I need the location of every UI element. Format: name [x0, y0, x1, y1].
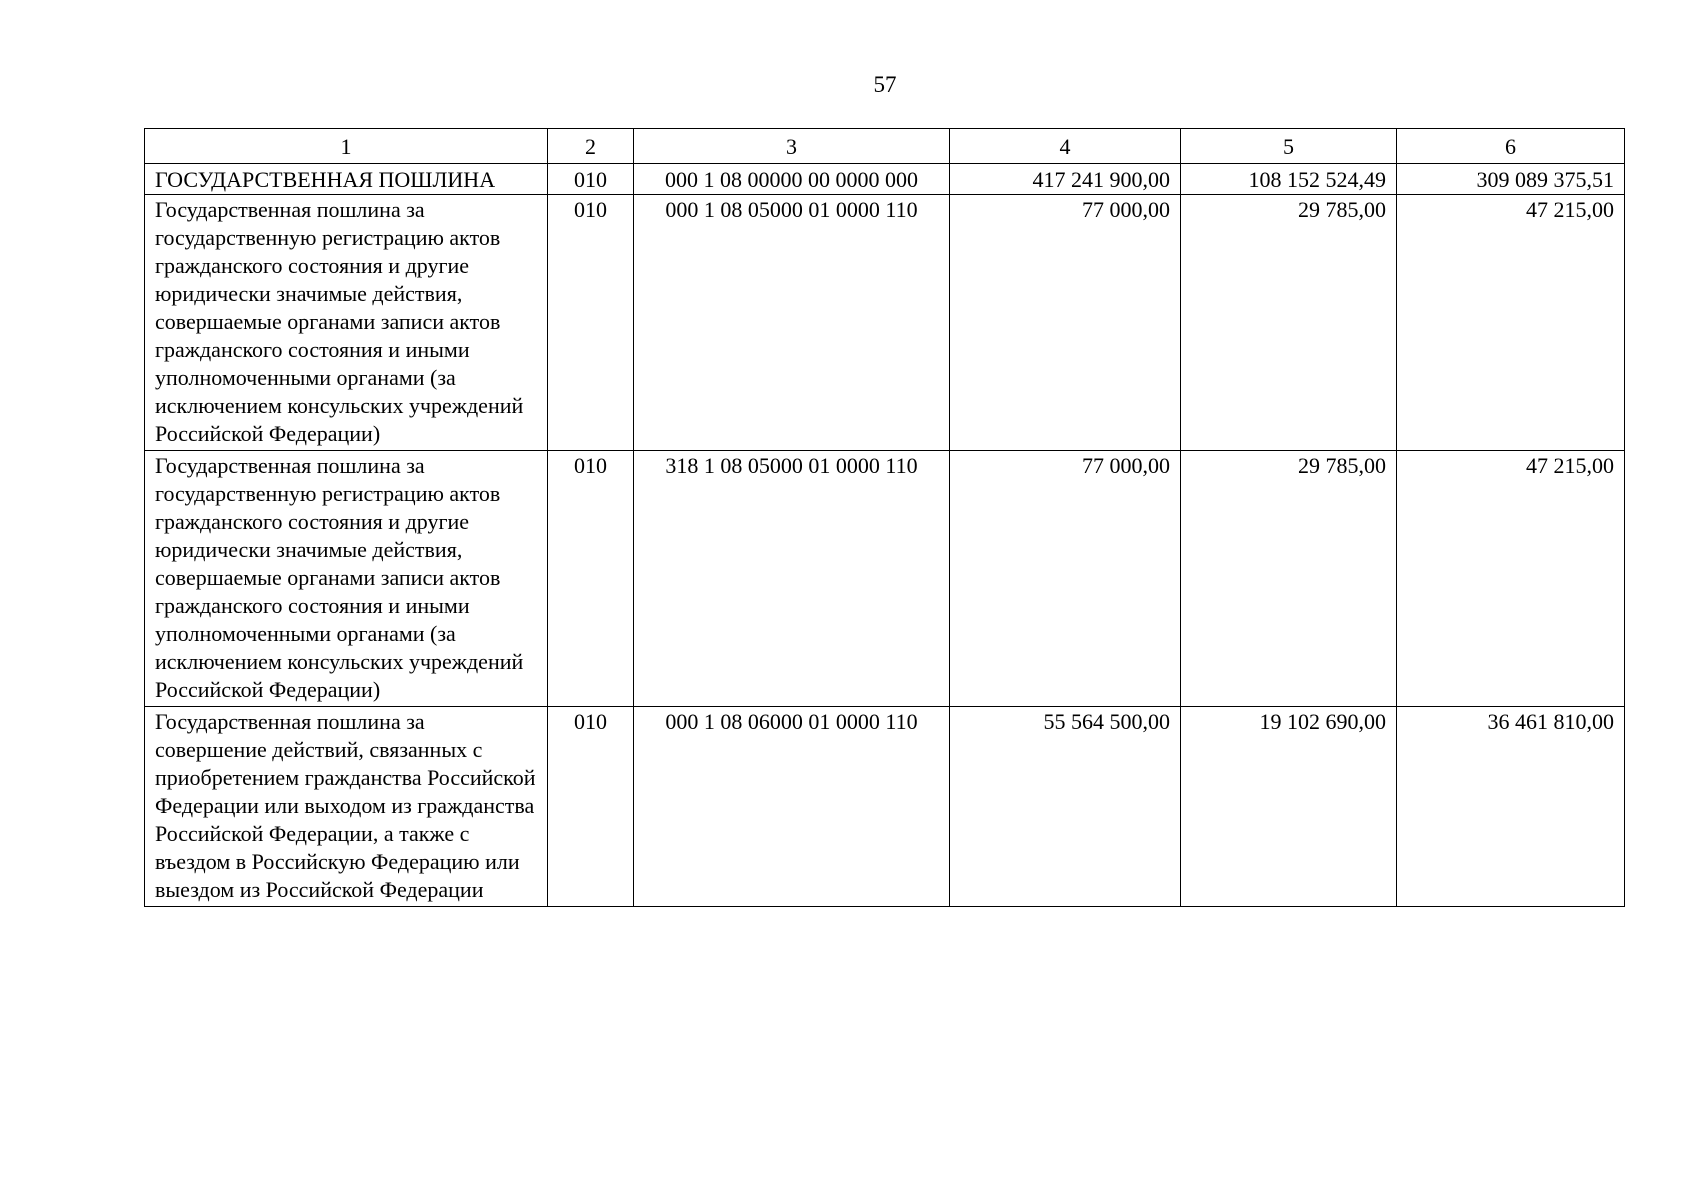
row-code-cell: 000 1 08 05000 01 0000 110	[634, 195, 950, 451]
header-cell-3: 3	[634, 129, 950, 164]
row-col2-cell: 010	[548, 707, 634, 907]
budget-table	[144, 128, 1625, 907]
row-col6-cell: 36 461 810,00	[1397, 707, 1625, 907]
table-header-row	[145, 129, 1625, 164]
row-col6-cell: 309 089 375,51	[1397, 164, 1625, 195]
table-row	[145, 707, 1625, 907]
header-cell-5: 5	[1181, 129, 1397, 164]
row-name-cell: Государственная пошлина за совершение действий, связанных с приобретением гражданства Российской Федерации или выходом из гражданства Российской Федерации, а также с въездом в Российскую Федерацию или выездом из Российской Федерации	[145, 707, 548, 907]
page-number: 57	[873, 72, 897, 97]
row-code-cell: 000 1 08 06000 01 0000 110	[634, 707, 950, 907]
table-row	[145, 164, 1625, 195]
table-row	[145, 451, 1625, 707]
row-name-cell: ГОСУДАРСТВЕННАЯ ПОШЛИНА	[145, 164, 548, 195]
row-col5-cell: 29 785,00	[1181, 195, 1397, 451]
row-col2-cell: 010	[548, 195, 634, 451]
row-col5-cell: 29 785,00	[1181, 451, 1397, 707]
row-col2-cell: 010	[548, 451, 634, 707]
row-code-cell: 000 1 08 00000 00 0000 000	[634, 164, 950, 195]
row-col5-cell: 108 152 524,49	[1181, 164, 1397, 195]
row-col2-cell: 010	[548, 164, 634, 195]
row-name-cell: Государственная пошлина за государственную регистрацию актов гражданского состояния и другие юридически значимые действия, совершаемые органами записи актов гражданского состояния и иными уполномоченными органами (за исключением консульских учреждений Российской Федерации)	[145, 451, 548, 707]
row-col6-cell: 47 215,00	[1397, 195, 1625, 451]
header-cell-4: 4	[950, 129, 1181, 164]
row-col5-cell: 19 102 690,00	[1181, 707, 1397, 907]
row-col4-cell: 77 000,00	[950, 451, 1181, 707]
header-cell-6: 6	[1397, 129, 1625, 164]
row-code-cell: 318 1 08 05000 01 0000 110	[634, 451, 950, 707]
row-col4-cell: 55 564 500,00	[950, 707, 1181, 907]
row-col4-cell: 77 000,00	[950, 195, 1181, 451]
header-cell-1: 1	[145, 129, 548, 164]
row-name-cell: Государственная пошлина за государственную регистрацию актов гражданского состояния и другие юридически значимые действия, совершаемые органами записи актов гражданского состояния и иными уполномоченными органами (за исключением консульских учреждений Российской Федерации)	[145, 195, 548, 451]
row-col4-cell: 417 241 900,00	[950, 164, 1181, 195]
row-col6-cell: 47 215,00	[1397, 451, 1625, 707]
table-row	[145, 195, 1625, 451]
header-cell-2: 2	[548, 129, 634, 164]
